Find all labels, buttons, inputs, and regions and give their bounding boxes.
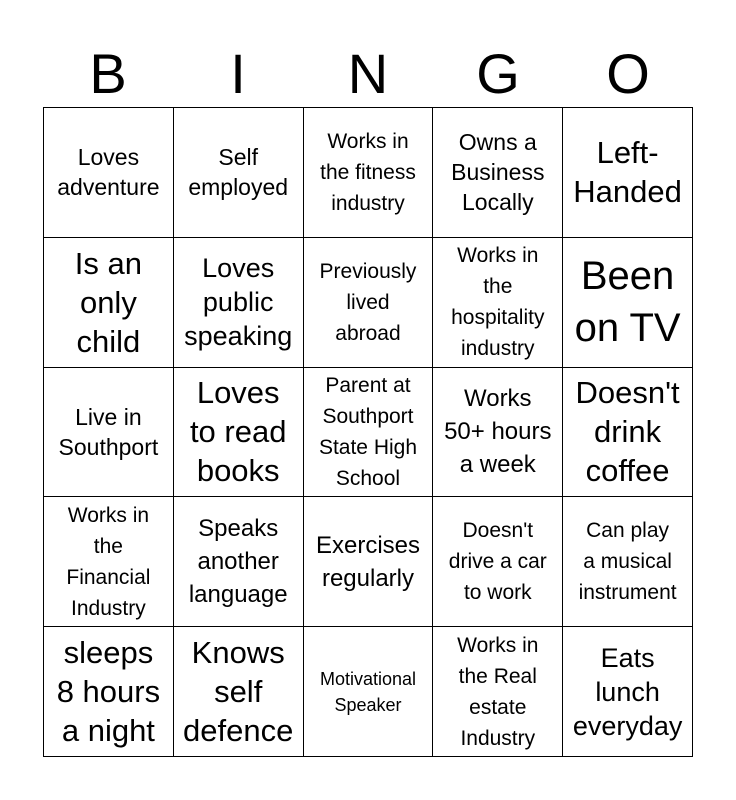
bingo-cell-fitness-industry[interactable] bbox=[304, 108, 434, 238]
bingo-cell-doesnt-drive[interactable] bbox=[433, 497, 563, 627]
cell-text: Loves adventure bbox=[57, 144, 160, 201]
bingo-cell-eats-lunch[interactable] bbox=[563, 627, 693, 757]
bingo-cell-financial-industry[interactable] bbox=[44, 497, 174, 627]
bingo-cell-only-child[interactable] bbox=[44, 238, 174, 368]
cell-text: Loves public speaking bbox=[184, 253, 293, 352]
cell-text: Parent at Southport State High School bbox=[318, 373, 418, 490]
bingo-cell-self-employed[interactable] bbox=[174, 108, 304, 238]
header-letter-b: B bbox=[89, 42, 127, 105]
bingo-grid bbox=[43, 107, 693, 757]
cell-text: Owns a Business Locally bbox=[451, 129, 545, 216]
bingo-cell-doesnt-drink-coffee[interactable] bbox=[563, 368, 693, 498]
cell-text: Works in the Financial Industry bbox=[66, 503, 151, 620]
bingo-cell-lived-abroad[interactable] bbox=[304, 238, 434, 368]
cell-text: Eats lunch everyday bbox=[572, 642, 683, 741]
bingo-cell-sleeps-8-hours[interactable] bbox=[44, 627, 174, 757]
bingo-cell-motivational-speaker[interactable] bbox=[304, 627, 434, 757]
cell-text: Loves to read books bbox=[189, 375, 287, 489]
header-letter-i: I bbox=[230, 42, 246, 105]
bingo-cell-live-in-southport[interactable] bbox=[44, 368, 174, 498]
cell-text: sleeps 8 hours a night bbox=[56, 635, 161, 749]
bingo-cell-loves-books[interactable] bbox=[174, 368, 304, 498]
cell-text: Speaks another language bbox=[188, 515, 288, 609]
bingo-cell-works-50-hours[interactable] bbox=[433, 368, 563, 498]
cell-text: Left- Handed bbox=[573, 135, 682, 210]
bingo-cell-parent-southport-shs[interactable] bbox=[304, 368, 434, 498]
bingo-cell-exercises-regularly[interactable] bbox=[304, 497, 434, 627]
cell-text: Is an only child bbox=[74, 245, 142, 359]
bingo-cell-self-defence[interactable] bbox=[174, 627, 304, 757]
cell-text: Works in the fitness industry bbox=[320, 129, 416, 215]
header-letter-o: O bbox=[606, 42, 650, 105]
bingo-cell-musical-instrument[interactable] bbox=[563, 497, 693, 627]
cell-text: Doesn't drive a car to work bbox=[448, 519, 547, 605]
cell-text: Been on TV bbox=[574, 254, 681, 351]
bingo-cell-speaks-language[interactable] bbox=[174, 497, 304, 627]
header-letter-g: G bbox=[476, 42, 520, 105]
bingo-cell-public-speaking[interactable] bbox=[174, 238, 304, 368]
cell-text: Knows self defence bbox=[183, 635, 294, 749]
cell-text: Doesn't drink coffee bbox=[575, 375, 680, 489]
cell-text: Previously lived abroad bbox=[319, 259, 417, 345]
cell-text: Works in the Real estate Industry bbox=[457, 633, 539, 750]
bingo-cell-left-handed[interactable] bbox=[563, 108, 693, 238]
bingo-cell-hospitality-industry[interactable] bbox=[433, 238, 563, 368]
bingo-header bbox=[43, 40, 693, 108]
bingo-cell-loves-adventure[interactable] bbox=[44, 108, 174, 238]
header-letter-n: N bbox=[347, 42, 389, 105]
cell-text: Works in the hospitality industry bbox=[451, 244, 545, 361]
bingo-cell-owns-business[interactable] bbox=[433, 108, 563, 238]
cell-text: Motivational Speaker bbox=[319, 668, 417, 715]
cell-text: Works 50+ hours a week bbox=[444, 385, 552, 479]
bingo-cell-been-on-tv[interactable] bbox=[563, 238, 693, 368]
cell-text: Can play a musical instrument bbox=[578, 519, 677, 605]
cell-text: Exercises regularly bbox=[315, 531, 420, 592]
bingo-cell-real-estate[interactable] bbox=[433, 627, 563, 757]
cell-text: Self employed bbox=[188, 144, 289, 201]
cell-text: Live in Southport bbox=[58, 403, 159, 460]
